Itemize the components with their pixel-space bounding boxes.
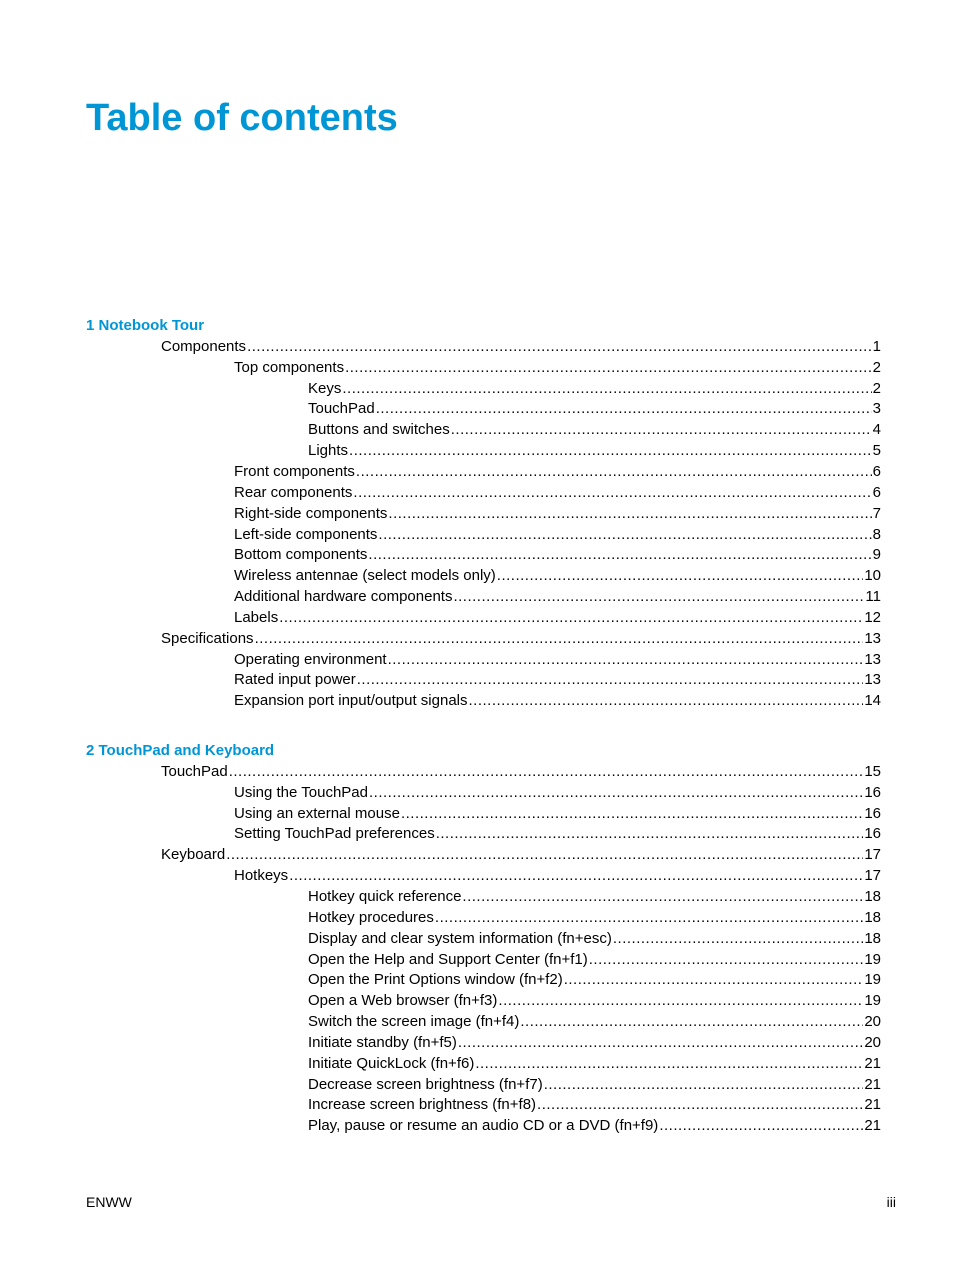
toc-entry[interactable]	[308, 1033, 881, 1053]
dot-leader	[401, 804, 863, 824]
toc-entry-title: Rated input power	[234, 671, 356, 689]
dot-leader	[613, 929, 863, 949]
footer-label: ENWW	[86, 1194, 132, 1210]
toc-entry-title: Operating environment	[234, 650, 387, 668]
toc-entry[interactable]	[234, 483, 881, 503]
toc-entry[interactable]	[234, 866, 881, 886]
toc-entry[interactable]	[308, 441, 881, 461]
toc-entry[interactable]	[308, 399, 881, 419]
dot-leader	[378, 525, 871, 545]
toc-entry-page: 20	[864, 1013, 881, 1031]
toc-entry-page: 2	[872, 358, 881, 376]
toc-entry-page: 18	[864, 929, 881, 947]
page-number: iii	[886, 1194, 896, 1210]
dot-leader	[376, 399, 872, 419]
dot-leader	[279, 608, 863, 628]
toc-entry-title: Expansion port input/output signals	[234, 692, 468, 710]
toc-entry[interactable]	[308, 420, 881, 440]
toc-entry-title: Initiate standby (fn+f5)	[308, 1033, 457, 1051]
toc-entry-title: Open a Web browser (fn+f3)	[308, 992, 498, 1010]
toc-entry-page: 19	[864, 992, 881, 1010]
toc-entry[interactable]	[234, 566, 881, 586]
toc-entry-title: Hotkeys	[234, 867, 289, 885]
toc-entry-page: 21	[864, 1117, 881, 1135]
toc-entry[interactable]	[308, 1054, 881, 1074]
toc-entry[interactable]	[308, 379, 881, 399]
toc-entry[interactable]	[234, 804, 881, 824]
toc-entry-page: 21	[864, 1054, 881, 1072]
toc-entry-page: 19	[864, 950, 881, 968]
toc-entry[interactable]	[234, 358, 881, 378]
dot-leader	[255, 629, 864, 649]
dot-leader	[469, 691, 864, 711]
toc-entry-title: Rear components	[234, 483, 353, 501]
toc-entry-page: 6	[872, 462, 881, 480]
toc-entry[interactable]	[234, 545, 881, 565]
toc-entry-page: 18	[864, 908, 881, 926]
toc-entry-title: TouchPad	[308, 400, 375, 418]
toc-entry[interactable]	[234, 670, 881, 690]
dot-leader	[388, 504, 871, 524]
toc-entry-page: 16	[864, 804, 881, 822]
dot-leader	[520, 1012, 863, 1032]
toc-entry[interactable]	[308, 950, 881, 970]
toc-entry[interactable]	[308, 887, 881, 907]
dot-leader	[357, 670, 864, 690]
toc-entry-title: Setting TouchPad preferences	[234, 825, 435, 843]
dot-leader	[498, 991, 863, 1011]
toc-entry-page: 21	[864, 1096, 881, 1114]
toc-entry-title: TouchPad	[161, 762, 228, 780]
toc-entry-title: Hotkey procedures	[308, 908, 434, 926]
dot-leader	[349, 441, 872, 461]
toc-entry[interactable]	[234, 525, 881, 545]
dot-leader	[369, 783, 863, 803]
toc-entry-title: Play, pause or resume an audio CD or a DVD (fn+f9)	[308, 1117, 659, 1135]
toc-entry-title: Switch the screen image (fn+f4)	[308, 1013, 520, 1031]
toc-entry-page: 13	[864, 671, 881, 689]
toc-entry-page: 10	[864, 567, 881, 585]
toc-entry-page: 12	[864, 608, 881, 626]
dot-leader	[345, 358, 872, 378]
dot-leader	[247, 337, 872, 357]
toc-entry-title: Open the Help and Support Center (fn+f1)	[308, 950, 588, 968]
toc-entry-page: 15	[864, 762, 881, 780]
toc-entry-page: 18	[864, 887, 881, 905]
toc-entry-page: 1	[872, 337, 881, 355]
toc-entry-title: Initiate QuickLock (fn+f6)	[308, 1054, 475, 1072]
dot-leader	[451, 420, 872, 440]
toc-entry-title: Right-side components	[234, 504, 388, 522]
dot-leader	[497, 566, 864, 586]
dot-leader	[226, 845, 863, 865]
toc-entry-page: 7	[872, 504, 881, 522]
toc-entry-title: Left-side components	[234, 525, 378, 543]
dot-leader	[289, 866, 863, 886]
toc-entry-title: Keyboard	[161, 846, 226, 864]
toc-entry-page: 19	[864, 971, 881, 989]
dot-leader	[544, 1075, 864, 1095]
toc-entry-page: 9	[872, 546, 881, 564]
dot-leader	[589, 950, 864, 970]
chapter-heading[interactable]: 2 TouchPad and Keyboard	[86, 742, 275, 759]
toc-entry-title: Hotkey quick reference	[308, 887, 462, 905]
toc-entry[interactable]	[308, 908, 881, 928]
toc-entry-title: Front components	[234, 462, 355, 480]
toc-entry-title: Decrease screen brightness (fn+f7)	[308, 1075, 543, 1093]
toc-entry-page: 13	[864, 629, 881, 647]
toc-entry[interactable]	[234, 783, 881, 803]
toc-entry[interactable]	[308, 970, 881, 990]
toc-entry-page: 14	[864, 692, 881, 710]
chapter-heading[interactable]: 1 Notebook Tour	[86, 317, 205, 334]
toc-entry[interactable]	[234, 608, 881, 628]
toc-entry-title: Display and clear system information (fn+esc)	[308, 929, 612, 947]
toc-entry-page: 4	[872, 421, 881, 439]
toc-entry-title: Specifications	[161, 629, 254, 647]
toc-entry-page: 16	[864, 825, 881, 843]
toc-entry-title: Wireless antennae (select models only)	[234, 567, 496, 585]
dot-leader	[475, 1054, 863, 1074]
dot-leader	[453, 587, 864, 607]
toc-entry-page: 11	[865, 588, 881, 606]
toc-entry[interactable]	[308, 1075, 881, 1095]
toc-entry[interactable]	[234, 824, 881, 844]
toc-entry[interactable]	[161, 762, 881, 782]
toc-entry-title: Bottom components	[234, 546, 368, 564]
toc-entry[interactable]	[234, 650, 881, 670]
page-title: Table of contents	[86, 97, 398, 139]
toc-entry-page: 21	[864, 1075, 881, 1093]
toc-entry[interactable]	[234, 504, 881, 524]
dot-leader	[436, 824, 864, 844]
toc-entry-title: Using the TouchPad	[234, 783, 368, 801]
toc-entry[interactable]	[161, 629, 881, 649]
dot-leader	[458, 1033, 863, 1053]
dot-leader	[342, 379, 871, 399]
dot-leader	[353, 483, 871, 503]
toc-entry-page: 20	[864, 1033, 881, 1051]
toc-entry-page: 17	[864, 846, 881, 864]
toc-entry-title: Open the Print Options window (fn+f2)	[308, 971, 563, 989]
toc-entry[interactable]	[234, 691, 881, 711]
toc-entry-title: Labels	[234, 608, 279, 626]
dot-leader	[388, 650, 864, 670]
dot-leader	[435, 908, 863, 928]
toc-entry-page: 17	[864, 867, 881, 885]
toc-entry[interactable]	[308, 1095, 881, 1115]
toc-entry-title: Increase screen brightness (fn+f8)	[308, 1096, 537, 1114]
toc-entry-page: 6	[872, 483, 881, 501]
toc-entry-title: Buttons and switches	[308, 421, 450, 439]
toc-entry-title: Top components	[234, 358, 345, 376]
toc-entry-title: Additional hardware components	[234, 588, 453, 606]
dot-leader	[462, 887, 863, 907]
toc-entry[interactable]	[308, 1116, 881, 1136]
dot-leader	[229, 762, 864, 782]
dot-leader	[368, 545, 871, 565]
toc-entry-page: 5	[872, 442, 881, 460]
toc-entry[interactable]	[161, 845, 881, 865]
toc-entry-title: Keys	[308, 379, 342, 397]
toc-entry[interactable]	[308, 1012, 881, 1032]
toc-entry[interactable]	[308, 991, 881, 1011]
dot-leader	[659, 1116, 863, 1136]
dot-leader	[537, 1095, 863, 1115]
toc-entry-title: Components	[161, 337, 247, 355]
toc-entry-title: Using an external mouse	[234, 804, 400, 822]
toc-entry-page: 3	[872, 400, 881, 418]
toc-entry-page: 13	[864, 650, 881, 668]
toc-entry-page: 8	[872, 525, 881, 543]
toc-entry[interactable]	[161, 337, 881, 357]
toc-entry-page: 2	[872, 379, 881, 397]
toc-entry-page: 16	[864, 783, 881, 801]
toc-entry[interactable]	[234, 587, 881, 607]
toc-entry[interactable]	[308, 929, 881, 949]
dot-leader	[356, 462, 872, 482]
toc-entry-title: Lights	[308, 442, 349, 460]
dot-leader	[564, 970, 864, 990]
toc-entry[interactable]	[234, 462, 881, 482]
